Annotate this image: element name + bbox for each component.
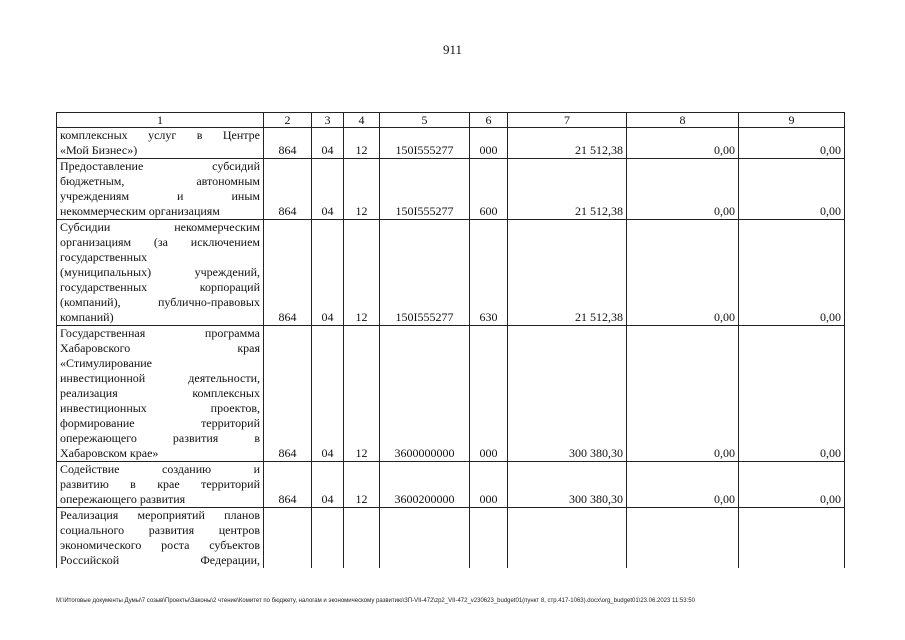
row-description xyxy=(57,326,264,462)
budget-table xyxy=(56,112,845,568)
subsection-code: 12 xyxy=(344,326,380,462)
description-line: социального развития центров xyxy=(60,523,260,537)
expense-type-code: 630 xyxy=(470,220,508,326)
description-line: инвестиционных проектов, xyxy=(60,401,260,415)
description-line: государственных корпораций xyxy=(60,280,260,294)
column-number: 5 xyxy=(380,113,470,128)
description-line: учреждениям и иным xyxy=(60,189,260,203)
table-row xyxy=(57,462,845,508)
expense-type-code: 000 xyxy=(470,462,508,508)
description-line: экономического роста субъектов xyxy=(60,538,260,552)
empty-cell xyxy=(470,508,508,569)
empty-cell xyxy=(344,508,380,569)
description-line: Предоставление субсидий xyxy=(60,159,260,173)
empty-cell xyxy=(312,508,344,569)
description-line: Хабаровском крае» xyxy=(60,446,159,460)
expense-type-code: 600 xyxy=(470,159,508,220)
description-line: опережающего развития в xyxy=(60,431,260,445)
row-description xyxy=(57,508,264,569)
section-code: 04 xyxy=(312,326,344,462)
target-article-code: 3600200000 xyxy=(380,462,470,508)
section-code: 04 xyxy=(312,128,344,159)
description-line: организациям (за исключением xyxy=(60,235,260,249)
subsection-code: 12 xyxy=(344,462,380,508)
expense-type-code: 000 xyxy=(470,128,508,159)
target-article-code: 3600000000 xyxy=(380,326,470,462)
description-line: развитию в крае территорий xyxy=(60,477,260,491)
table-row xyxy=(57,128,845,159)
target-article-code: 150I555277 xyxy=(380,220,470,326)
amount-col-7: 300 380,30 xyxy=(508,462,627,508)
ministry-code: 864 xyxy=(264,462,312,508)
description-line: опережающего развития xyxy=(60,492,186,506)
table-row-partial xyxy=(57,508,845,569)
empty-cell xyxy=(627,508,739,569)
description-line: реализация комплексных xyxy=(60,386,260,400)
description-line: компаний) xyxy=(60,310,114,324)
table-row xyxy=(57,326,845,462)
table-row xyxy=(57,220,845,326)
description-line: Реализация мероприятий планов xyxy=(60,508,260,522)
amount-col-9: 0,00 xyxy=(739,326,845,462)
table-row xyxy=(57,159,845,220)
ministry-code: 864 xyxy=(264,159,312,220)
column-number: 7 xyxy=(508,113,627,128)
row-description xyxy=(57,159,264,220)
column-number: 6 xyxy=(470,113,508,128)
amount-col-8: 0,00 xyxy=(627,159,739,220)
ministry-code: 864 xyxy=(264,326,312,462)
description-line: (компаний), публично-правовых xyxy=(60,295,260,309)
empty-cell xyxy=(508,508,627,569)
amount-col-8: 0,00 xyxy=(627,326,739,462)
description-line: «Стимулирование xyxy=(60,356,152,370)
target-article-code: 150I555277 xyxy=(380,128,470,159)
column-number: 9 xyxy=(739,113,845,128)
description-line: формирование территорий xyxy=(60,416,260,430)
description-line: государственных xyxy=(60,250,148,264)
description-line: инвестиционной деятельности, xyxy=(60,371,260,385)
amount-col-9: 0,00 xyxy=(739,128,845,159)
subsection-code: 12 xyxy=(344,159,380,220)
ministry-code: 864 xyxy=(264,220,312,326)
expense-type-code: 000 xyxy=(470,326,508,462)
section-code: 04 xyxy=(312,220,344,326)
amount-col-8: 0,00 xyxy=(627,220,739,326)
document-path-footer: M:\Итоговые документы Думы\7 созыв\Проекты\Законы\2 чтение\Комитет по бюджету, налогам и экономическому развитию\ЗП-VII-472\zp2_VII-472_v230623_budget01(пункт 8, стр.417-1063).docx\org_budget01\23.06.2023 11:53:50 xyxy=(56,598,695,604)
amount-col-9: 0,00 xyxy=(739,159,845,220)
amount-col-7: 21 512,38 xyxy=(508,128,627,159)
column-number: 4 xyxy=(344,113,380,128)
amount-col-9: 0,00 xyxy=(739,462,845,508)
description-line: бюджетным, автономным xyxy=(60,174,260,188)
description-line: (муниципальных) учреждений, xyxy=(60,265,260,279)
description-line: Субсидии некоммерческим xyxy=(60,220,260,234)
row-description xyxy=(57,128,264,159)
empty-cell xyxy=(264,508,312,569)
column-number: 2 xyxy=(264,113,312,128)
row-description xyxy=(57,220,264,326)
description-line: Российской Федерации, xyxy=(60,553,260,567)
description-line: Содействие созданию и xyxy=(60,462,260,476)
description-line: Государственная программа xyxy=(60,326,260,340)
description-line: некоммерческим организациям xyxy=(60,204,220,218)
column-number: 3 xyxy=(312,113,344,128)
section-code: 04 xyxy=(312,159,344,220)
amount-col-9: 0,00 xyxy=(739,220,845,326)
section-code: 04 xyxy=(312,462,344,508)
amount-col-8: 0,00 xyxy=(627,462,739,508)
row-description xyxy=(57,462,264,508)
amount-col-7: 300 380,30 xyxy=(508,326,627,462)
column-number: 8 xyxy=(627,113,739,128)
description-line: «Мой Бизнес») xyxy=(60,143,138,157)
subsection-code: 12 xyxy=(344,220,380,326)
amount-col-7: 21 512,38 xyxy=(508,220,627,326)
subsection-code: 12 xyxy=(344,128,380,159)
empty-cell xyxy=(380,508,470,569)
page-number: 911 xyxy=(442,42,463,57)
description-line: Хабаровского края xyxy=(60,341,260,355)
ministry-code: 864 xyxy=(264,128,312,159)
target-article-code: 150I555277 xyxy=(380,159,470,220)
column-number: 1 xyxy=(57,113,264,128)
amount-col-8: 0,00 xyxy=(627,128,739,159)
amount-col-7: 21 512,38 xyxy=(508,159,627,220)
description-line: комплексных услуг в Центре xyxy=(60,128,260,142)
column-number-row xyxy=(57,113,845,128)
empty-cell xyxy=(739,508,845,569)
